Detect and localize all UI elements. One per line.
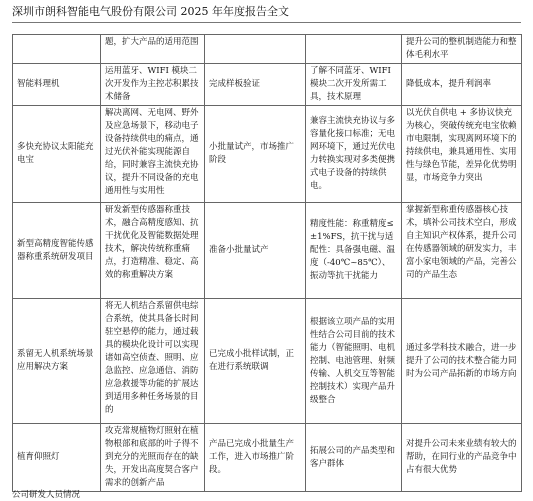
status-cell: 已完成小批样试制，正在进行系统联调 [205,299,306,424]
project-name-cell: 系留无人机系统场景应用解决方案 [13,299,101,424]
status-cell: 准备小批量试产 [205,203,306,299]
impact-cell: 掌握新型称重传感器核心技术，填补公司技术空白，形成自主知识产权体系，提升公司在传感器领域的研发实力，丰富小家电领域的产品，完善公司的产品生态 [402,203,522,299]
goal-cell: 拓展公司的产品类型和客户群体 [306,424,402,492]
table-row [13,35,522,64]
status-cell [205,35,306,64]
status-cell: 完成样板验证 [205,64,306,106]
status-cell: 小批量试产，市场推广阶段 [205,106,306,203]
table-row [13,203,522,299]
goal-cell: 精度性能：称重精度≤±1%FS，抗干扰与适配性：具备强电磁、温度（-40℃~85℃）、振动等抗干扰能力 [306,203,402,299]
goal-cell [306,35,402,64]
status-cell: 产品已完成小批量生产工作，进入市场推广阶段。 [205,424,306,492]
rd-projects-table [12,34,522,492]
impact-cell: 通过多学科技术融合，进一步提升了公司的技术整合能力同时为公司产品拓新的市场方向 [402,299,522,424]
impact-cell: 对提升公司未来业绩有较大的帮助，在同行业的产品竞争中占有很大优势 [402,424,522,492]
project-name-cell: 新型高精度智能传感器称重系统研发项目 [13,203,101,299]
progress-cell: 将无人机结合系留供电综合系统，使其具备长时间驻空悬停的能力，通过载具的模块化设计可以实现诸如高空侦查、照明、应急监控、应急通信、消防应急救援等功能的扩展达到适用多种任务场景的目的 [101,299,205,424]
goal-cell: 根据该立项产品的实用性结合公司目前的技术能力（智能照明、电机控制、电池管理、射频传输、人机交互等智能控制技术）实现产品升级整合 [306,299,402,424]
progress-cell: 研发新型传感器称重技术，融合高精度感知、抗干扰优化及智能数据处理技术，解决传统称重痛点，打造精准、稳定、高效的称重解决方案 [101,203,205,299]
table-row [13,64,522,106]
impact-cell: 降低成本，提升利润率 [402,64,522,106]
progress-cell: 攻克常规植物灯照射在植物根部和底部的叶子得不到充分的光照而存在的缺失，开发出高度契合客户需求的创新产品 [101,424,205,492]
progress-cell: 运用蓝牙、WIFI 模块二次开发作为主控芯积累技术储备 [101,64,205,106]
project-name-cell: 智能料理机 [13,64,101,106]
table-row [13,106,522,203]
impact-cell: 以光伏自供电 + 多协议快充为核心，突破传统充电宝依赖市电限制，实现离网环境下的持续供电，兼具通用性、实用性与绿色节能，差异化优势明显，市场竞争力突出 [402,106,522,203]
section-footer-text: 公司研发人员情况 [12,490,81,500]
project-name-cell: 多快充协议太阳能充电宝 [13,106,101,203]
impact-cell: 提升公司的整机制造能力和整体毛利水平 [402,35,522,64]
goal-cell: 兼容主流快充协议与多容量化接口标准；无电网环境下，通过光伏电力转换实现对多类便携式电子设备的持续供电。 [306,106,402,203]
progress-cell: 解决离网、无电网、野外及应急场景下，移动电子设备持续供电的痛点，通过光伏补能实现能源自给，同时兼容主流快充协议，提升不同设备的充电通用性与实用性 [101,106,205,203]
project-name-cell [13,35,101,64]
project-name-cell: 植育仰照灯 [13,424,101,492]
goal-cell: 了解不同蓝牙、WIFI 模块二次开发所需工具，技术原理 [306,64,402,106]
table-row [13,299,522,424]
progress-cell: 题，扩大产品的适用范围 [101,35,205,64]
table-row [13,424,522,492]
report-header: 深圳市朗科智能电气股份有限公司 2025 年年度报告全文 [12,4,521,23]
